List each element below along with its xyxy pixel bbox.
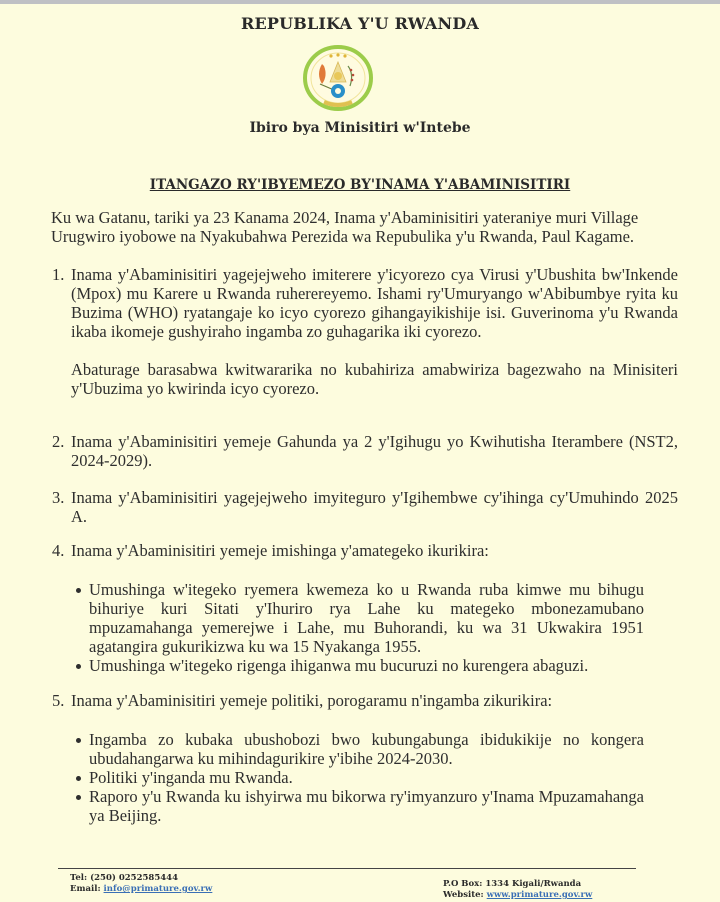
item-text: Inama y'Abaminisitiri yemeje imishinga y'amategeko ikurikira: bbox=[71, 541, 489, 560]
website-label: Website: bbox=[443, 890, 484, 900]
tel-label: Tel: bbox=[70, 873, 88, 883]
decision-item-4 bbox=[52, 541, 678, 560]
item-5-bullet-list bbox=[76, 730, 644, 825]
bullet-icon bbox=[76, 588, 81, 593]
email-link[interactable]: info@primature.gov.rw bbox=[103, 884, 213, 894]
tel-value: (250) 0252585444 bbox=[90, 873, 178, 883]
intro-paragraph: Ku wa Gatanu, tariki ya 23 Kanama 2024, Inama y'Abaminisitiri yateraniye muri Village Urugwiro iyobowe na Nyakubahwa Perezida wa Repubulika y'u Rwanda, Paul Kagame. bbox=[51, 208, 639, 246]
item-number: 4. bbox=[52, 541, 65, 560]
item-number: 1. bbox=[52, 265, 65, 284]
footer-divider bbox=[58, 868, 636, 869]
footer-contact bbox=[70, 873, 212, 895]
bullet-icon bbox=[76, 664, 81, 669]
po-box: P.O Box: 1334 Kigali/Rwanda bbox=[443, 879, 582, 889]
bullet-icon bbox=[76, 776, 81, 781]
office-name: Ibiro bya Minisitiri w'Intebe bbox=[249, 120, 471, 136]
bullet-item: Raporo y'u Rwanda ku ishyirwa mu bikorwa ry'imyanzuro y'Inama Mpuzamahanga ya Beijing. bbox=[76, 787, 644, 825]
item-text: Inama y'Abaminisitiri yemeje Gahunda ya 2 y'Igihugu yo Kwihutisha Iterambere (NST2, 2024-2029). bbox=[71, 432, 678, 470]
email-label: Email: bbox=[70, 884, 101, 894]
item-text: Inama y'Abaminisitiri yemeje politiki, porogaramu n'ingamba zikurikira: bbox=[71, 691, 553, 710]
bullet-item: Politiki y'inganda mu Rwanda. bbox=[76, 768, 644, 787]
coat-of-arms-icon bbox=[300, 44, 376, 114]
decision-item-1 bbox=[52, 265, 678, 398]
website-link[interactable]: www.primature.gov.rw bbox=[486, 890, 593, 900]
decision-item-5 bbox=[52, 691, 678, 710]
decision-item-2 bbox=[52, 432, 678, 470]
bullet-item: Ingamba zo kubaka ubushobozi bwo kubungabunga ibidukikije no kongera ubudahangarwa ku mihindagurikire y'ibihe 2024-2030. bbox=[76, 730, 644, 768]
bullet-icon bbox=[76, 795, 81, 800]
item-extra-text: Abaturage barasabwa kwitwararika no kubahiriza amabwiriza bagezwaho na Minisiteri y'Ubuzima yo kwirinda icyo cyorezo. bbox=[71, 360, 678, 398]
item-4-bullet-list bbox=[76, 580, 644, 675]
top-band bbox=[0, 0, 720, 4]
item-text: Inama y'Abaminisitiri yagejejweho imiterere y'icyorezo cya Virusi y'Ubushita bw'Inkende (Mpox) mu Karere u Rwanda ruherereyemo. Ishami ry'Umuryango w'Abibumbye ryita ku Buzima (WHO) ryatangaje ko icyo cyorezo gihangayikishije isi. Guverinoma y'u Rwanda ikaba ikomeje gushyiraho ingamba zo guhagarika iki cyorezo. bbox=[71, 265, 678, 341]
footer-address bbox=[443, 879, 592, 901]
item-number: 5. bbox=[52, 691, 65, 710]
document-title: ITANGAZO RY'IBYEMEZO BY'INAMA Y'ABAMINISITIRI bbox=[149, 177, 571, 193]
bullet-item: Umushinga w'itegeko rigenga ihiganwa mu bucuruzi no kurengera abaguzi. bbox=[76, 656, 644, 675]
bullet-item: Umushinga w'itegeko ryemera kwemeza ko u Rwanda ruba kimwe mu bihugu bihuriye kuri Sitati y'Ihuriro rya Lahe ku mategeko mbonezamubano mpuzamahanga yemerejwe i Lahe, mu Buhorandi, ku wa 31 Ukwakira 1951 agatangira gukurikizwa ku wa 15 Nyakanga 1955. bbox=[76, 580, 644, 656]
item-text: Inama y'Abaminisitiri yagejejweho imyiteguro y'Igihembwe cy'ihinga cy'Umuhindo 2025 A. bbox=[71, 488, 678, 526]
country-name: REPUBLIKA Y'U RWANDA bbox=[240, 14, 480, 33]
bullet-icon bbox=[76, 738, 81, 743]
item-number: 3. bbox=[52, 488, 65, 507]
decision-item-3 bbox=[52, 488, 678, 526]
item-number: 2. bbox=[52, 432, 65, 451]
